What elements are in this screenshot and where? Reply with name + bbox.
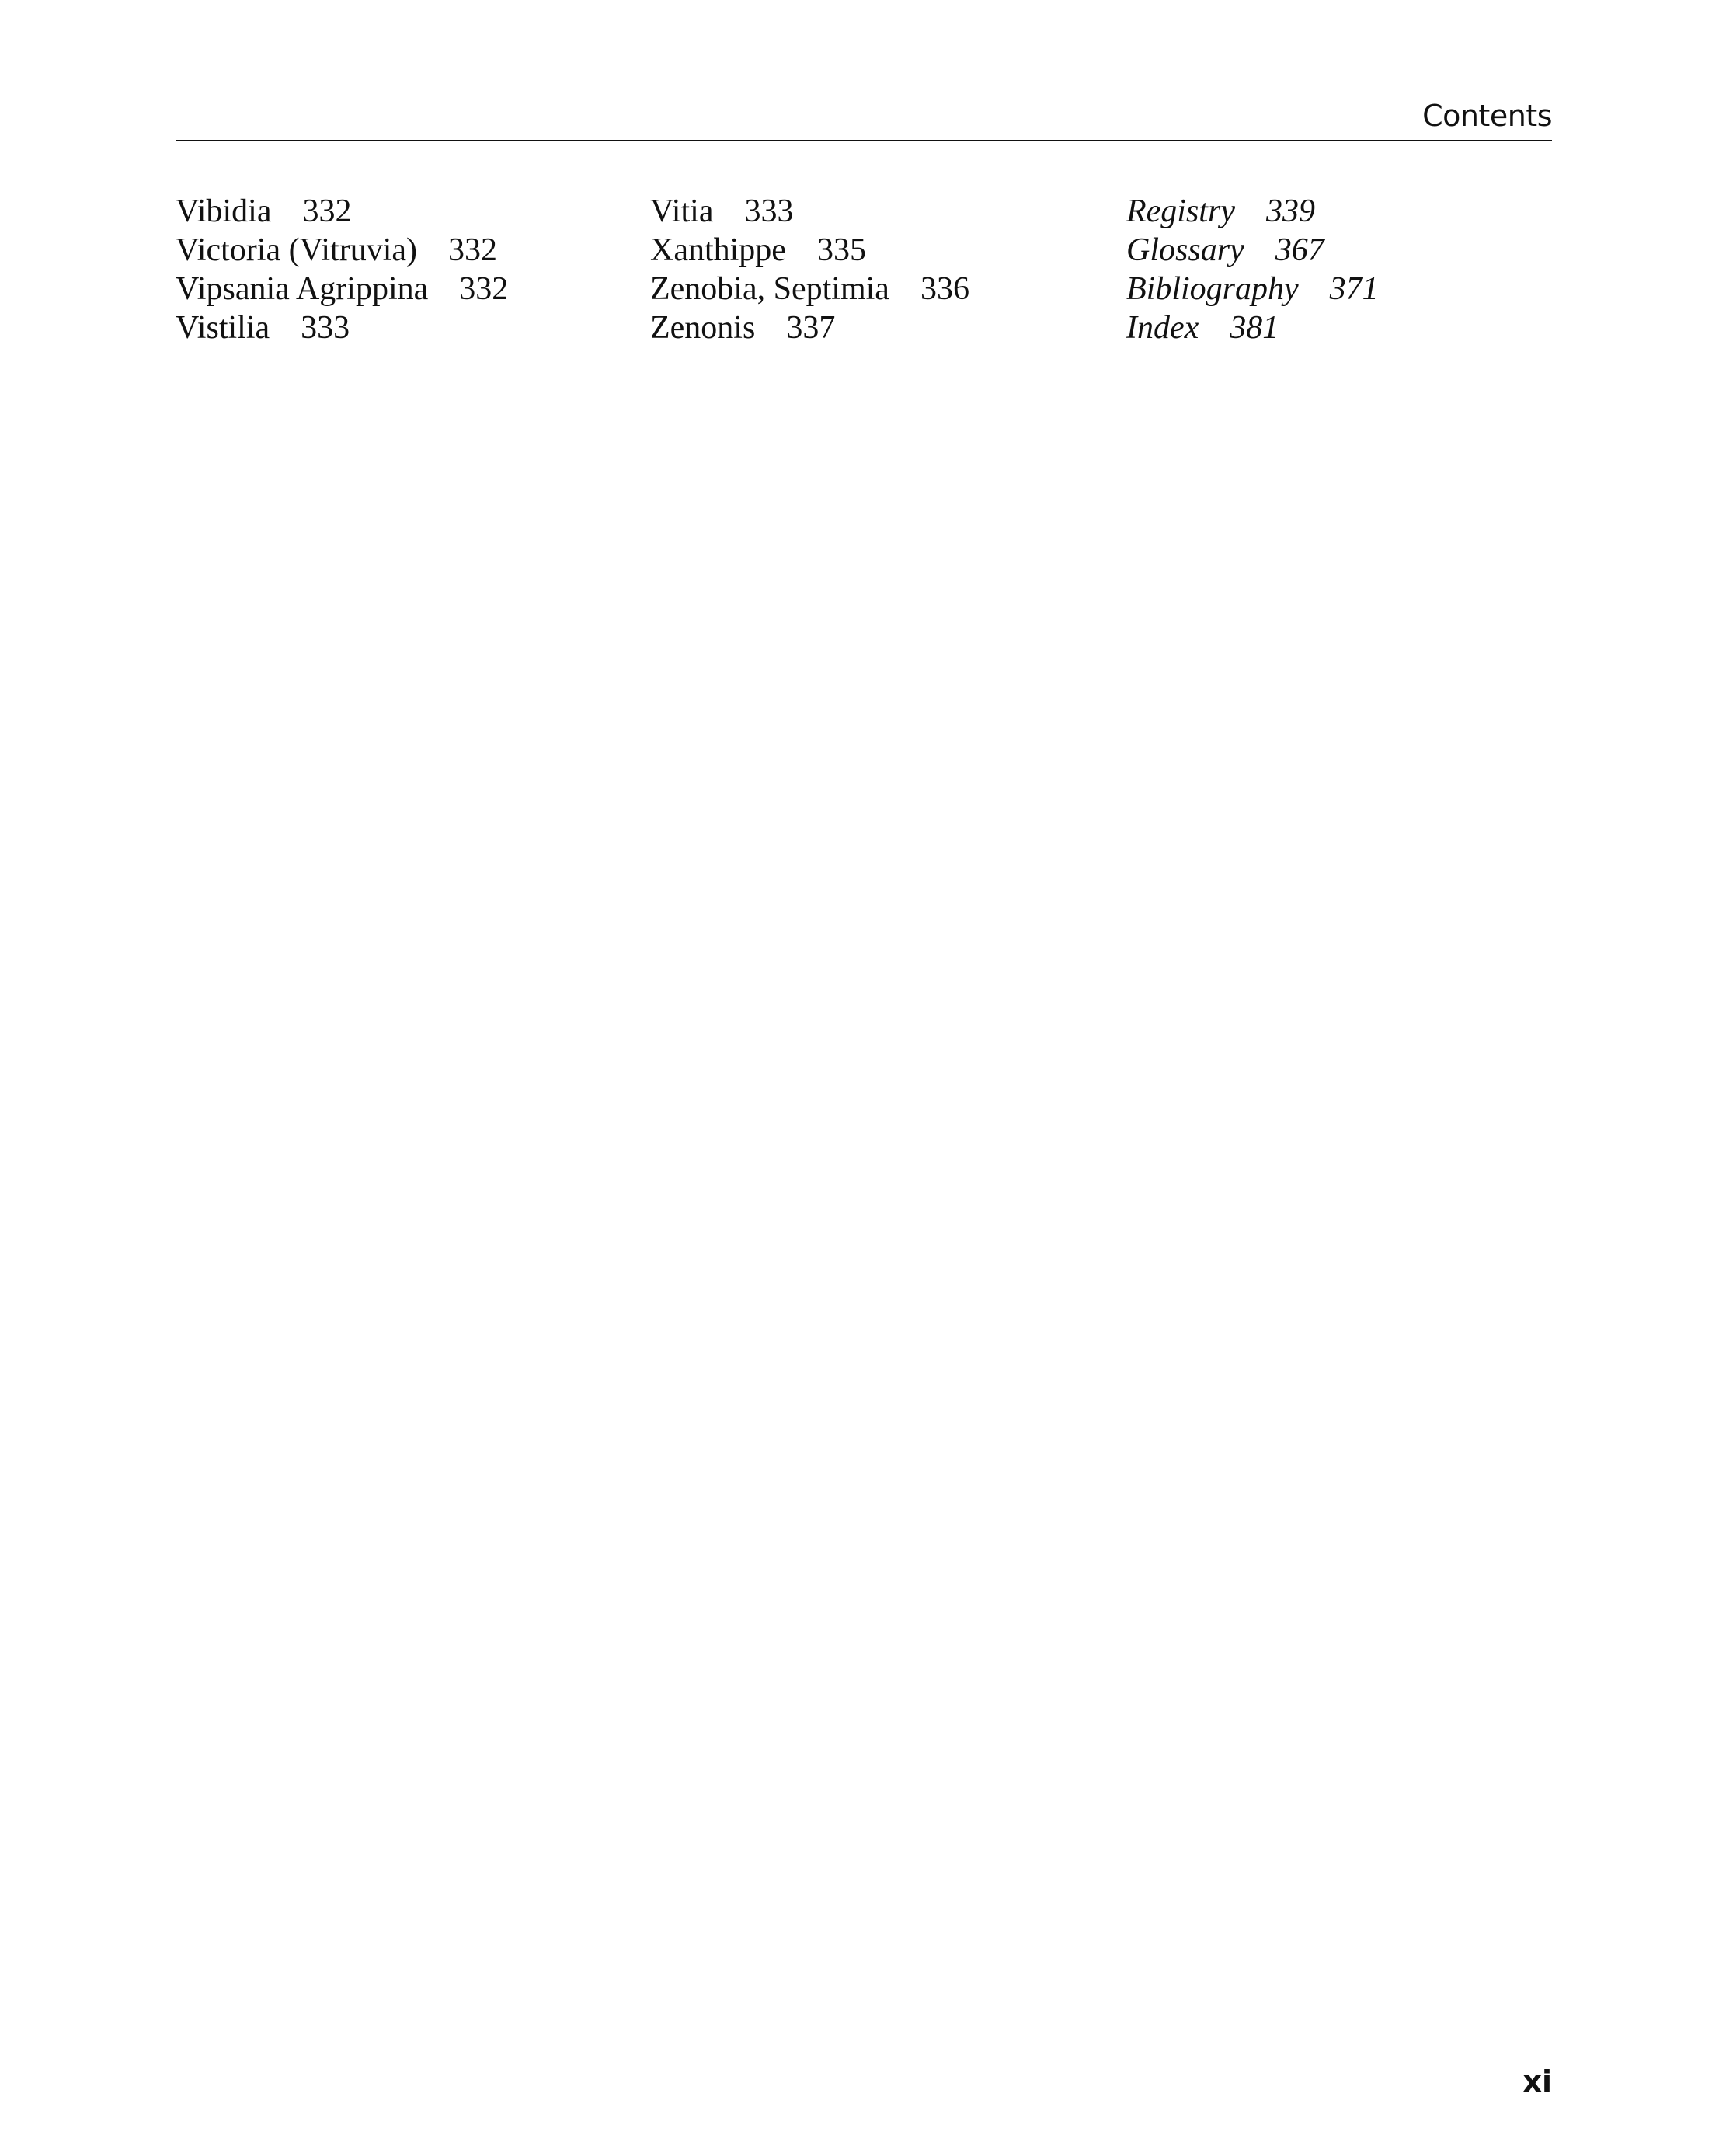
toc-column-1 bbox=[176, 192, 508, 347]
toc-entry[interactable] bbox=[1126, 270, 1379, 308]
entry-title: Victoria (Vitruvia) bbox=[176, 232, 418, 268]
entry-page-number: 332 bbox=[448, 232, 498, 268]
entry-title: Index bbox=[1126, 310, 1199, 346]
toc-entry[interactable] bbox=[176, 270, 508, 308]
entry-title: Glossary bbox=[1126, 232, 1244, 268]
entry-page-number: 332 bbox=[302, 193, 352, 229]
entry-title: Vipsania Agrippina bbox=[176, 271, 429, 307]
entry-title: Xanthippe bbox=[650, 232, 786, 268]
toc-entry[interactable] bbox=[1126, 308, 1379, 347]
entry-page-number: 337 bbox=[786, 310, 836, 346]
entry-page-number: 333 bbox=[301, 310, 350, 346]
entry-title: Vitia bbox=[650, 193, 714, 229]
running-head: Contents bbox=[1422, 99, 1552, 133]
entry-title: Vibidia bbox=[176, 193, 272, 229]
entry-title: Zenonis bbox=[650, 310, 756, 346]
toc-entry[interactable] bbox=[650, 308, 969, 347]
entry-title: Zenobia, Septimia bbox=[650, 271, 889, 307]
entry-page-number: 336 bbox=[920, 271, 969, 307]
toc-entry[interactable] bbox=[650, 192, 969, 231]
entry-title: Bibliography bbox=[1126, 271, 1299, 307]
toc-entry[interactable] bbox=[650, 270, 969, 308]
toc-column-3 bbox=[1126, 192, 1379, 347]
entry-page-number: 339 bbox=[1265, 193, 1315, 229]
toc-entry[interactable] bbox=[176, 308, 508, 347]
entry-title: Registry bbox=[1126, 193, 1235, 229]
entry-page-number: 381 bbox=[1230, 310, 1279, 346]
entry-page-number: 332 bbox=[459, 271, 509, 307]
entry-page-number: 371 bbox=[1329, 271, 1379, 307]
toc-entry[interactable] bbox=[176, 231, 508, 270]
entry-page-number: 335 bbox=[816, 232, 866, 268]
entry-title: Vistilia bbox=[176, 310, 270, 346]
toc-entry[interactable] bbox=[1126, 231, 1379, 270]
toc-entry[interactable] bbox=[650, 231, 969, 270]
toc-entry[interactable] bbox=[1126, 192, 1379, 231]
toc-entry[interactable] bbox=[176, 192, 508, 231]
page-folio: xi bbox=[1522, 2064, 1552, 2099]
entry-page-number: 333 bbox=[744, 193, 794, 229]
toc-column-2 bbox=[650, 192, 969, 347]
entry-page-number: 367 bbox=[1275, 232, 1324, 268]
header-rule bbox=[176, 140, 1552, 141]
